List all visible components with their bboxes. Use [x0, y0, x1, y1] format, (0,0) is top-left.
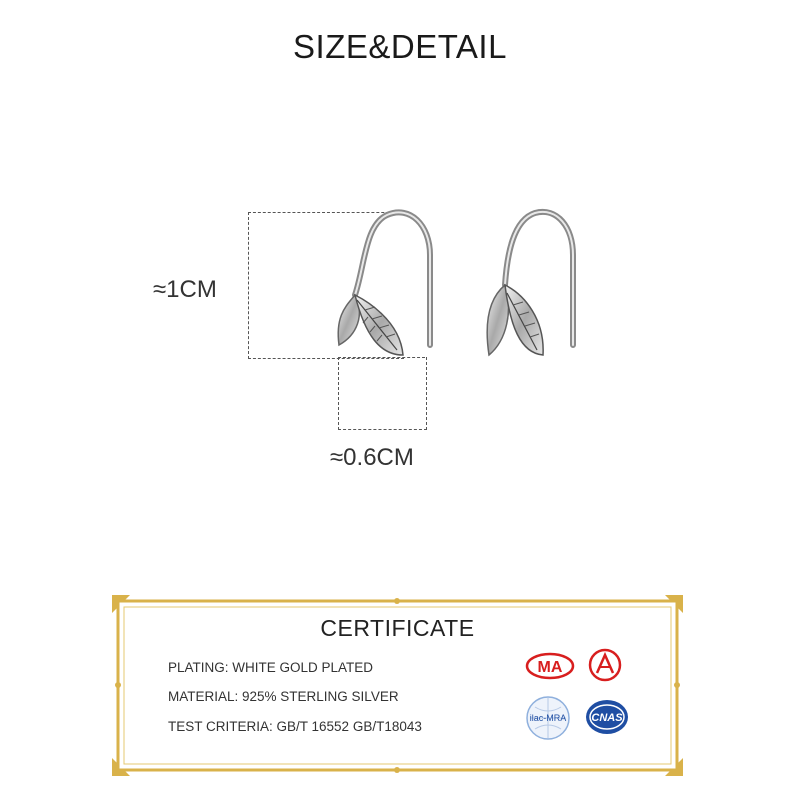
- earrings-product-image: [325, 205, 595, 365]
- plating-line: PLATING: WHITE GOLD PLATED: [168, 660, 374, 675]
- page-title: SIZE&DETAIL: [293, 28, 507, 65]
- ma-logo: [525, 651, 575, 681]
- height-dimension-label: ≈1CM: [153, 276, 217, 303]
- cnas-logo-text: CNAS: [591, 712, 623, 724]
- width-guide-box: [338, 357, 427, 430]
- ca-logo: [587, 647, 623, 683]
- ilac-mra-logo-text: ilac-MRA: [529, 713, 567, 723]
- certificate-card: [110, 593, 685, 778]
- certificate-title: CERTIFICATE: [320, 615, 475, 641]
- cnas-logo: [584, 697, 630, 737]
- ma-logo-text: MA: [537, 659, 563, 676]
- test-criteria-line: TEST CRITERIA: GB/T 16552 GB/T18043: [168, 719, 422, 734]
- right-earring: [487, 212, 573, 355]
- material-line: MATERIAL: 925% STERLING SILVER: [168, 689, 399, 704]
- ilac-mra-logo: [525, 695, 571, 741]
- width-dimension-label: ≈0.6CM: [330, 444, 414, 471]
- left-earring: [338, 212, 430, 355]
